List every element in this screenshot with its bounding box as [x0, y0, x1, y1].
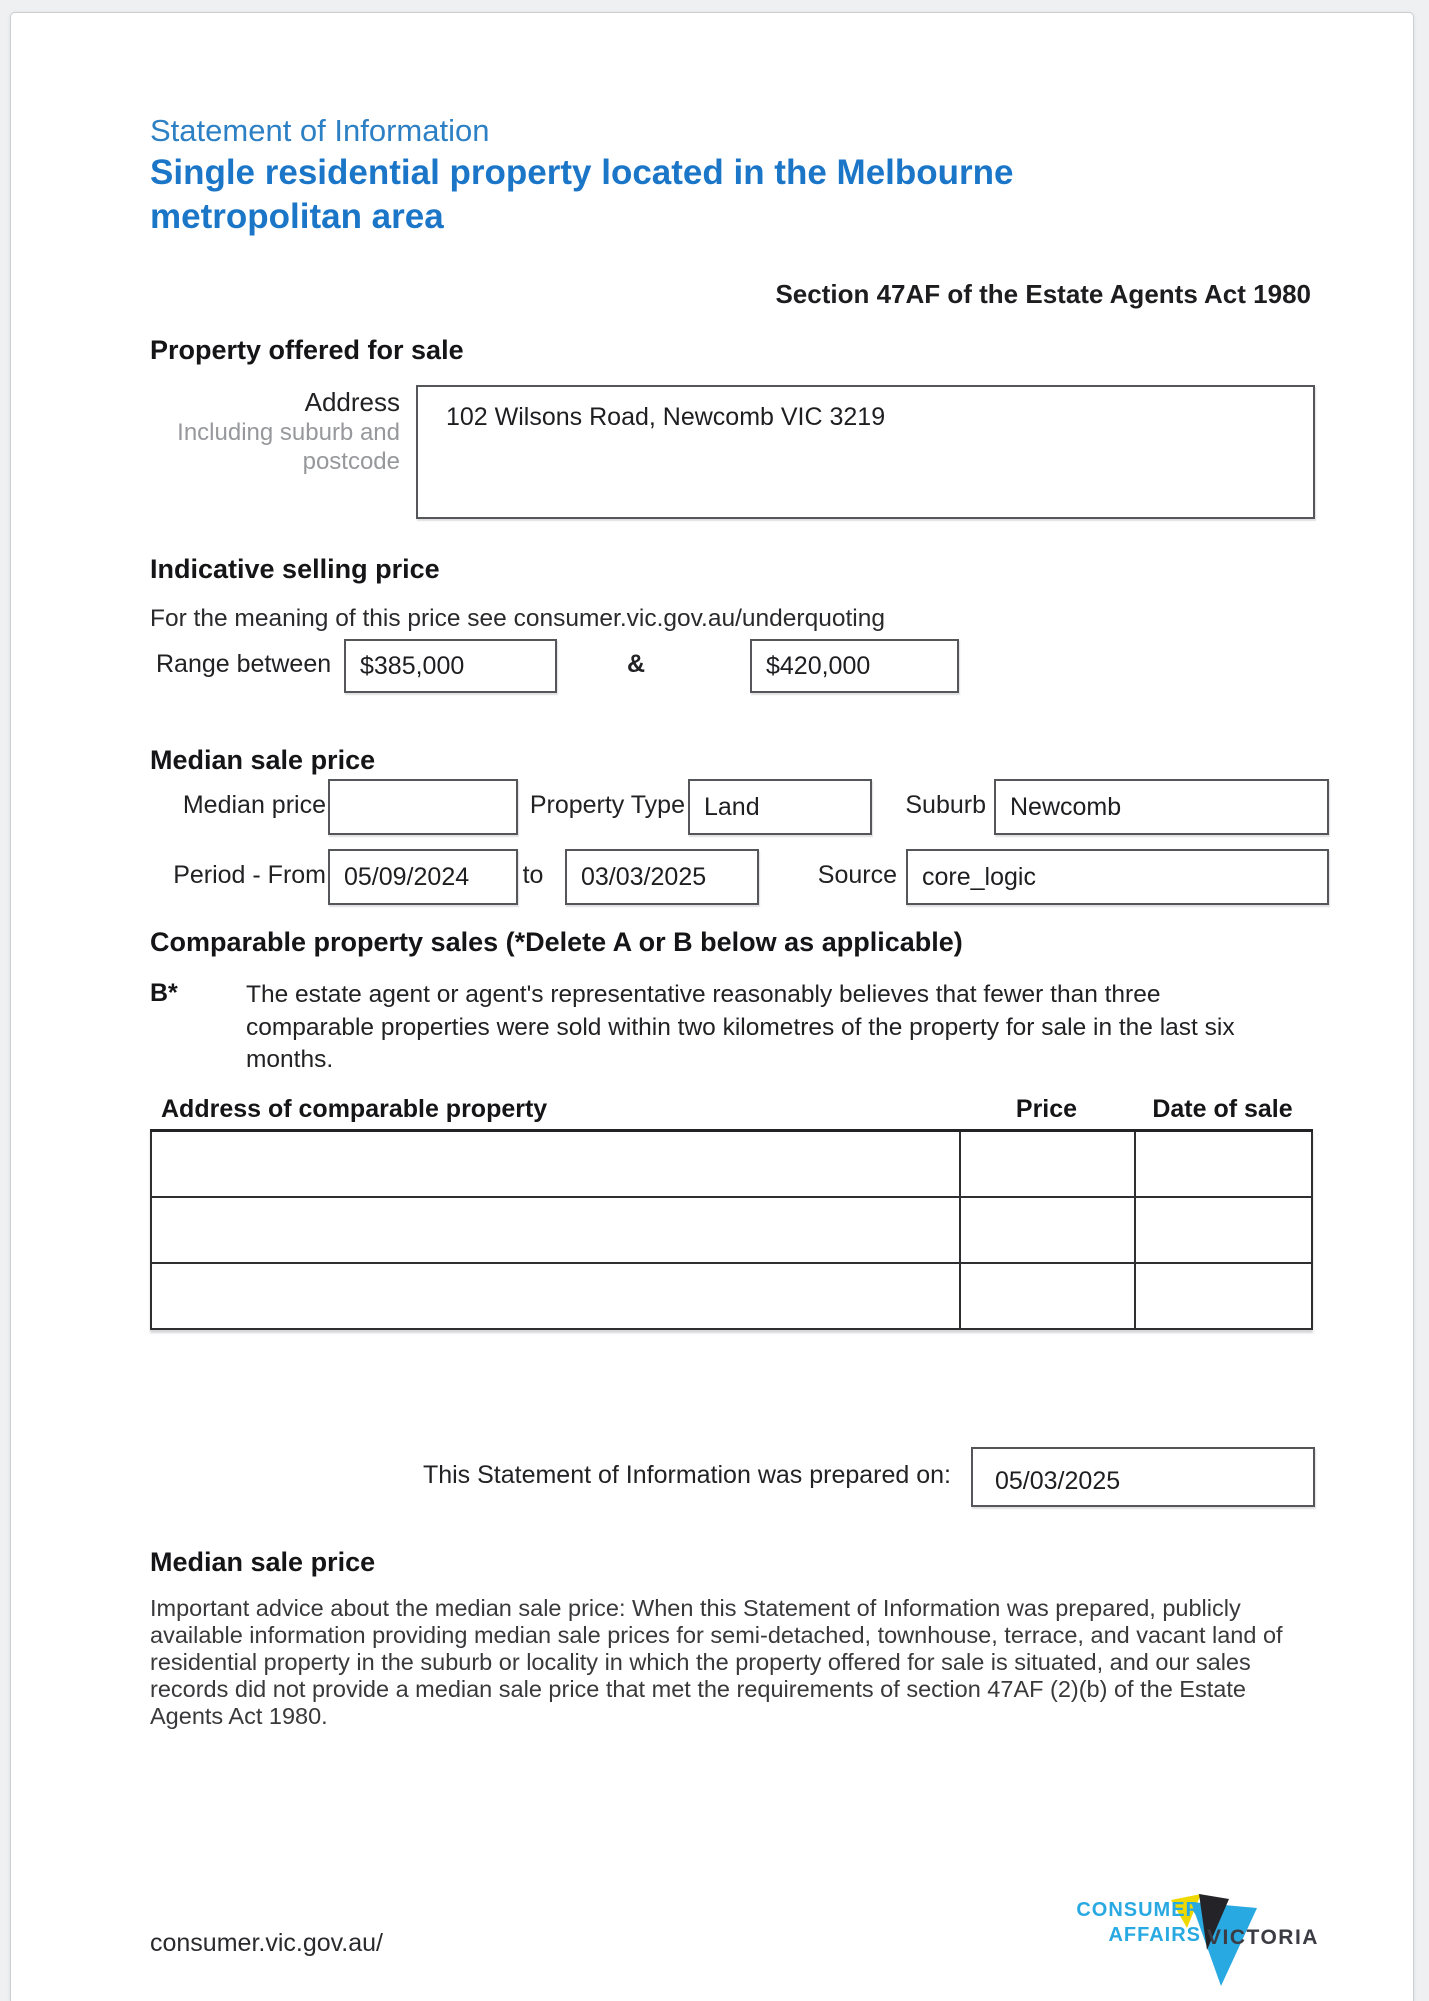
suburb-label: Suburb [905, 791, 986, 819]
table-cell[interactable] [960, 1131, 1135, 1198]
comparable-heading: Comparable property sales (*Delete A or B below as applicable) [150, 927, 963, 957]
property-heading: Property offered for sale [150, 335, 464, 365]
table-cell[interactable] [1135, 1197, 1312, 1263]
table-header-date: Date of sale [1152, 1095, 1293, 1123]
ampersand: & [627, 650, 646, 678]
prepared-label: This Statement of Information was prepared on: [422, 1461, 951, 1489]
period-from-field[interactable] [328, 849, 518, 905]
median-price-label: Median price [182, 791, 326, 819]
table-header-price: Price [1015, 1095, 1078, 1123]
property-type-value: Land [704, 792, 760, 821]
prepared-date-value: 05/03/2025 [995, 1467, 1121, 1495]
clause-code: B* [150, 979, 178, 1007]
comparable-sales-table [150, 1129, 1313, 1330]
period-from-value: 05/09/2024 [344, 862, 470, 891]
table-cell[interactable] [960, 1197, 1135, 1263]
advice-heading: Median sale price [150, 1547, 376, 1577]
source-value: core_logic [922, 862, 1036, 891]
table-cell[interactable] [1135, 1131, 1312, 1198]
doc-eyebrow: Statement of Information [150, 113, 490, 148]
range-label: Range between [156, 650, 332, 678]
logo-line-affairs: AFFAIRS [1108, 1924, 1201, 1946]
table-cell[interactable] [1135, 1263, 1312, 1329]
logo-word-victoria: VICTORIA [1207, 1926, 1319, 1949]
range-low-value: $385,000 [360, 651, 465, 680]
prepared-date-field[interactable] [971, 1447, 1315, 1507]
table-cell[interactable] [960, 1263, 1135, 1329]
logo-line-consumer: CONSUMER [1076, 1899, 1201, 1921]
suburb-field[interactable] [994, 779, 1329, 835]
period-to-field[interactable] [565, 849, 759, 905]
table-header-address: Address of comparable property [161, 1095, 548, 1123]
consumer-affairs-victoria-logo [1059, 1896, 1321, 1996]
suburb-value: Newcomb [1010, 792, 1122, 821]
address-label-block [150, 387, 400, 476]
table-cell[interactable] [151, 1197, 960, 1263]
address-value: 102 Wilsons Road, Newcomb VIC 3219 [446, 403, 886, 431]
clause-text: The estate agent or agent's representative reasonably believes that fewer than three comparable properties were sold within two kilometres of the property for sale in the last six months. [246, 981, 1235, 1073]
range-high-field[interactable] [750, 639, 959, 693]
source-label: Source [817, 861, 897, 889]
table-row [151, 1131, 1312, 1198]
address-label: Address [304, 387, 400, 417]
median-heading: Median sale price [150, 745, 376, 775]
table-cell[interactable] [151, 1263, 960, 1329]
document-page [10, 12, 1414, 2001]
property-type-label: Property Type [529, 791, 685, 819]
table-row [151, 1197, 1312, 1263]
period-label: Period - From [173, 861, 326, 889]
comparable-table-body [151, 1131, 1312, 1330]
indicative-heading: Indicative selling price [150, 554, 440, 584]
footer-website: consumer.vic.gov.au/ [150, 1929, 383, 1957]
range-high-value: $420,000 [766, 651, 871, 680]
table-row [151, 1263, 1312, 1329]
address-field[interactable] [416, 385, 1315, 519]
logo-consumer-affairs [1059, 1898, 1201, 1948]
address-sublabel: Including suburb and postcode [177, 419, 400, 475]
table-cell[interactable] [151, 1131, 960, 1198]
to-label: to [522, 861, 544, 889]
section-reference: Section 47AF of the Estate Agents Act 1980 [775, 279, 1311, 309]
advice-body: Important advice about the median sale price: When this Statement of Information was prepared, publicly available information providing median sale prices for semi-detached, townhouse, terrace, and vacant land of residential property in the suburb or locality in which the property offered for sale is situated, and our sales records did not provide a median sale price that met the requirements of section 47AF (2)(b) of the Estate Agents Act 1980. [150, 1595, 1283, 1729]
underquoting-note: For the meaning of this price see consumer.vic.gov.au/underquoting [150, 605, 885, 632]
page-title: Single residential property located in the Melbourne metropolitan area [150, 153, 1014, 236]
source-field[interactable] [906, 849, 1329, 905]
range-low-field[interactable] [344, 639, 557, 693]
period-to-value: 03/03/2025 [581, 862, 707, 891]
